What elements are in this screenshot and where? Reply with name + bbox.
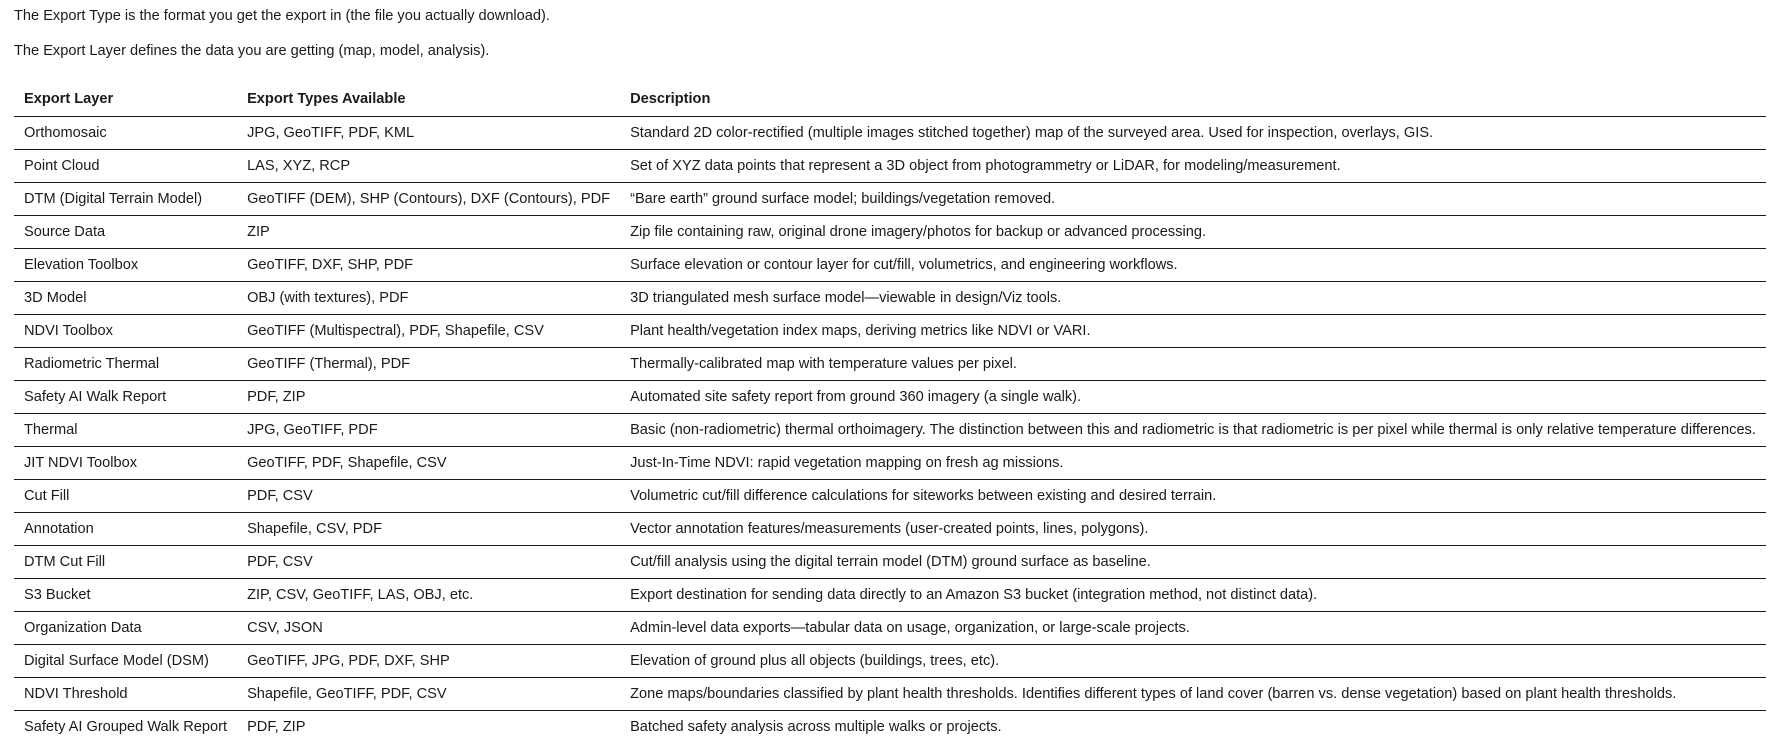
- header-export-layer: Export Layer: [14, 81, 237, 117]
- cell-description: Just-In-Time NDVI: rapid vegetation mapping on fresh ag missions.: [620, 447, 1766, 480]
- table-row: [14, 315, 1766, 348]
- cell-description: Export destination for sending data directly to an Amazon S3 bucket (integration method, not distinct data).: [620, 579, 1766, 612]
- cell-export-types: PDF, CSV: [237, 480, 620, 513]
- cell-export-types: CSV, JSON: [237, 612, 620, 645]
- cell-export-layer: S3 Bucket: [14, 579, 237, 612]
- cell-export-layer: Thermal: [14, 414, 237, 447]
- cell-description: Thermally-calibrated map with temperature values per pixel.: [620, 348, 1766, 381]
- cell-export-types: GeoTIFF, PDF, Shapefile, CSV: [237, 447, 620, 480]
- cell-description: Vector annotation features/measurements (user-created points, lines, polygons).: [620, 513, 1766, 546]
- cell-description: Automated site safety report from ground 360 imagery (a single walk).: [620, 381, 1766, 414]
- cell-description: “Bare earth” ground surface model; buildings/vegetation removed.: [620, 183, 1766, 216]
- cell-export-layer: Safety AI Grouped Walk Report: [14, 711, 237, 743]
- cell-export-layer: 3D Model: [14, 282, 237, 315]
- table-row: [14, 414, 1766, 447]
- cell-export-types: GeoTIFF (Multispectral), PDF, Shapefile, CSV: [237, 315, 620, 348]
- cell-export-layer: DTM Cut Fill: [14, 546, 237, 579]
- cell-export-types: OBJ (with textures), PDF: [237, 282, 620, 315]
- table-row: [14, 348, 1766, 381]
- export-layers-table: [14, 81, 1766, 743]
- cell-export-layer: JIT NDVI Toolbox: [14, 447, 237, 480]
- cell-export-layer: Elevation Toolbox: [14, 249, 237, 282]
- table-row: [14, 381, 1766, 414]
- cell-export-types: JPG, GeoTIFF, PDF, KML: [237, 117, 620, 150]
- cell-description: Standard 2D color-rectified (multiple images stitched together) map of the surveyed area. Used for inspection, overlays, GIS.: [620, 117, 1766, 150]
- table-row: [14, 150, 1766, 183]
- cell-export-types: GeoTIFF (DEM), SHP (Contours), DXF (Contours), PDF: [237, 183, 620, 216]
- cell-description: Batched safety analysis across multiple walks or projects.: [620, 711, 1766, 743]
- table-row: [14, 579, 1766, 612]
- cell-export-layer: Point Cloud: [14, 150, 237, 183]
- cell-export-types: LAS, XYZ, RCP: [237, 150, 620, 183]
- header-description: Description: [620, 81, 1766, 117]
- cell-description: Set of XYZ data points that represent a 3D object from photogrammetry or LiDAR, for modeling/measurement.: [620, 150, 1766, 183]
- table-row: [14, 546, 1766, 579]
- table-row: [14, 282, 1766, 315]
- cell-export-layer: NDVI Toolbox: [14, 315, 237, 348]
- cell-description: Cut/fill analysis using the digital terrain model (DTM) ground surface as baseline.: [620, 546, 1766, 579]
- cell-export-layer: Digital Surface Model (DSM): [14, 645, 237, 678]
- cell-description: 3D triangulated mesh surface model—viewable in design/Viz tools.: [620, 282, 1766, 315]
- cell-export-types: GeoTIFF (Thermal), PDF: [237, 348, 620, 381]
- cell-export-layer: Radiometric Thermal: [14, 348, 237, 381]
- intro-export-type: The Export Type is the format you get the export in (the file you actually download).: [14, 0, 1757, 26]
- cell-export-layer: Safety AI Walk Report: [14, 381, 237, 414]
- cell-export-layer: DTM (Digital Terrain Model): [14, 183, 237, 216]
- cell-export-layer: Organization Data: [14, 612, 237, 645]
- cell-description: Zip file containing raw, original drone imagery/photos for backup or advanced processing.: [620, 216, 1766, 249]
- cell-description: Basic (non-radiometric) thermal orthoimagery. The distinction between this and radiometric is that radiometric is per pixel while thermal is only relative temperature differences.: [620, 414, 1766, 447]
- table-row: [14, 480, 1766, 513]
- cell-description: Admin-level data exports—tabular data on usage, organization, or large-scale projects.: [620, 612, 1766, 645]
- table-row: [14, 645, 1766, 678]
- cell-description: Zone maps/boundaries classified by plant health thresholds. Identifies different types of land cover (barren vs. dense vegetation) based on plant health thresholds.: [620, 678, 1766, 711]
- table-row: [14, 183, 1766, 216]
- table-row: [14, 249, 1766, 282]
- cell-export-types: ZIP, CSV, GeoTIFF, LAS, OBJ, etc.: [237, 579, 620, 612]
- cell-export-types: PDF, CSV: [237, 546, 620, 579]
- cell-export-types: PDF, ZIP: [237, 711, 620, 743]
- cell-export-layer: NDVI Threshold: [14, 678, 237, 711]
- table-row: [14, 447, 1766, 480]
- header-row: [14, 81, 1766, 117]
- table-row: [14, 513, 1766, 546]
- table-row: [14, 216, 1766, 249]
- table-row: [14, 678, 1766, 711]
- cell-description: Elevation of ground plus all objects (buildings, trees, etc).: [620, 645, 1766, 678]
- cell-export-types: GeoTIFF, DXF, SHP, PDF: [237, 249, 620, 282]
- cell-export-types: PDF, ZIP: [237, 381, 620, 414]
- cell-description: Surface elevation or contour layer for cut/fill, volumetrics, and engineering workflows.: [620, 249, 1766, 282]
- cell-export-layer: Source Data: [14, 216, 237, 249]
- cell-export-types: Shapefile, CSV, PDF: [237, 513, 620, 546]
- table-row: [14, 711, 1766, 743]
- cell-export-types: ZIP: [237, 216, 620, 249]
- intro-export-layer: The Export Layer defines the data you are getting (map, model, analysis).: [14, 26, 1757, 61]
- cell-export-layer: Annotation: [14, 513, 237, 546]
- table-row: [14, 117, 1766, 150]
- table-header: [14, 81, 1766, 117]
- cell-export-types: GeoTIFF, JPG, PDF, DXF, SHP: [237, 645, 620, 678]
- cell-export-types: Shapefile, GeoTIFF, PDF, CSV: [237, 678, 620, 711]
- header-export-types: Export Types Available: [237, 81, 620, 117]
- table-row: [14, 612, 1766, 645]
- table-body: [14, 117, 1766, 743]
- cell-export-layer: Cut Fill: [14, 480, 237, 513]
- cell-description: Plant health/vegetation index maps, deriving metrics like NDVI or VARI.: [620, 315, 1766, 348]
- cell-export-layer: Orthomosaic: [14, 117, 237, 150]
- cell-export-types: JPG, GeoTIFF, PDF: [237, 414, 620, 447]
- cell-description: Volumetric cut/fill difference calculations for siteworks between existing and desired terrain.: [620, 480, 1766, 513]
